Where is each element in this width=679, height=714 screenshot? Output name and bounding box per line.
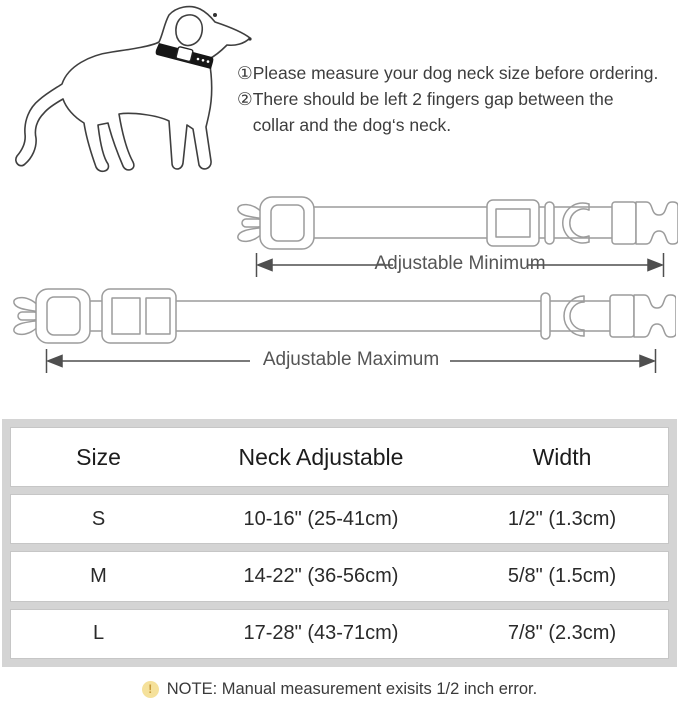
width-value: 7/8" (2.3cm) (507, 622, 617, 645)
size-value: S (91, 507, 106, 530)
instruction-item-2 (237, 86, 677, 138)
size-value: L (92, 622, 105, 645)
collar-minimum-illustration (228, 194, 678, 252)
adjustable-maximum-label: Adjustable Maximum (262, 349, 440, 371)
exclamation-icon: ! (142, 681, 159, 698)
circled-number-2: ② (237, 89, 253, 109)
instruction-1-text: Please measure your dog neck size before ordering. (252, 63, 659, 83)
instruction-2-line1: There should be left 2 fingers gap between the (252, 89, 614, 109)
instruction-item-1 (237, 60, 677, 86)
instruction-2-line2: collar and the dog‘s neck. (252, 115, 452, 135)
neck-adjustable-value: 17-28" (43-71cm) (243, 622, 399, 645)
dog-collar-buckle (176, 46, 193, 61)
adjustable-minimum-label: Adjustable Minimum (374, 253, 546, 275)
adjustable-minimum-dimension (255, 252, 665, 278)
neck-adjustable-value: 10-16" (25-41cm) (243, 507, 399, 530)
dog-body-outline (16, 7, 250, 172)
neck-adjustable-value: 14-22" (36-56cm) (243, 564, 399, 587)
dog-illustration (6, 2, 256, 180)
adjustable-maximum-dimension (45, 348, 657, 374)
circled-number-1: ① (237, 63, 253, 83)
instructions (237, 60, 677, 138)
size-value: M (90, 564, 107, 587)
size-table (2, 419, 677, 667)
column-header-width: Width (532, 443, 592, 470)
size-table-row-l (10, 609, 669, 659)
measurement-note (0, 680, 679, 699)
note-text: NOTE: Manual measurement exisits 1/2 inch error. (166, 680, 538, 698)
width-value: 1/2" (1.3cm) (507, 507, 617, 530)
size-table-row-s (10, 494, 669, 544)
width-value: 5/8" (1.5cm) (507, 564, 617, 587)
dog-nose (248, 37, 251, 40)
collar-maximum-illustration (6, 286, 676, 346)
dog-ear (176, 15, 202, 46)
column-header-neck-adjustable: Neck Adjustable (238, 443, 404, 470)
size-table-header (10, 427, 669, 487)
size-table-row-m (10, 551, 669, 601)
dog-eye (213, 13, 217, 17)
column-header-size: Size (76, 443, 121, 470)
